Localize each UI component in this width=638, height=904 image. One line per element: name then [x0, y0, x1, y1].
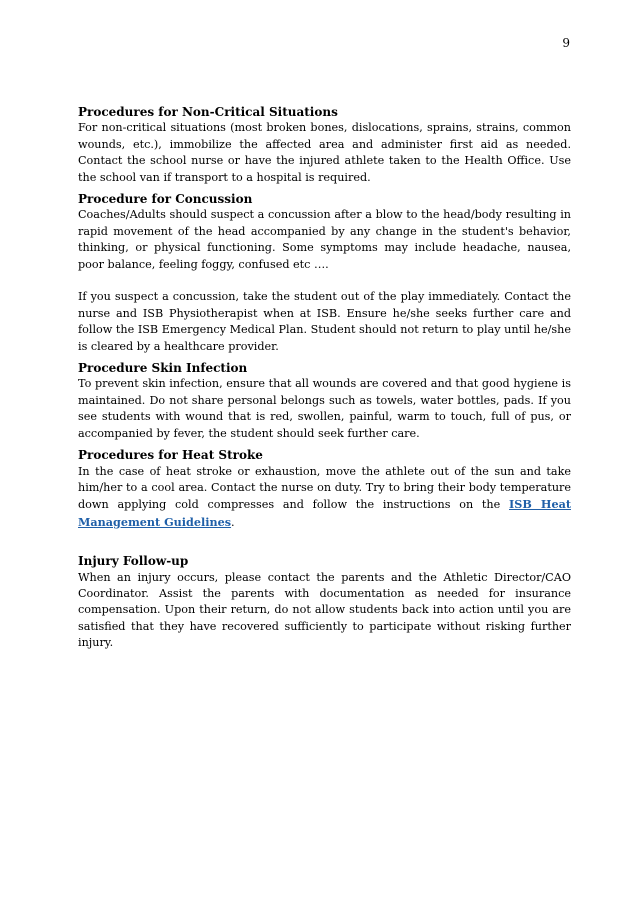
section-heat-stroke — [78, 447, 571, 531]
paragraph-text-end: . — [231, 515, 235, 529]
section-heading: Procedure Skin Infection — [78, 361, 248, 376]
paragraph-text: In the case of heat stroke or exhaustion, move the athlete out of the sun and take him/her to a cool area. Contact the nurse on duty. Try to bring their body temperature down applying cold compresses and follow the instructions on the — [78, 464, 571, 512]
section-skin-infection — [78, 360, 571, 442]
section-paragraph: To prevent skin infection, ensure that all wounds are covered and that good hygiene is maintained. Do not share personal belongs such as towels, water bottles, pads. If you see students with wound that is red, swollen, painful, warm to touch, full of pus, or accompanied by fever, the student should seek further care. — [78, 377, 571, 440]
section-heading: Procedures for Heat Stroke — [78, 448, 263, 463]
section-paragraph: Coaches/Adults should suspect a concussion after a blow to the head/body resulting in rapid movement of the head accompanied by any change in the student's behavior, thinking, or physical functioning. Some symptoms may include headache, nausea, poor balance, feeling foggy, confused etc …. — [78, 208, 571, 271]
section-paragraph: If you suspect a concussion, take the student out of the play immediately. Contact the nurse and ISB Physiotherapist when at ISB. Ensure he/she seeks further care and follow the ISB Emergency Medical Plan. Student should not return to play until he/she is cleared by a healthcare provider. — [78, 290, 571, 353]
heat-management-guidelines-link[interactable]: ISB Heat Management Guidelines — [78, 497, 571, 529]
section-paragraph: For non-critical situations (most broken bones, dislocations, sprains, strains, common wounds, etc.), immobilize the affected area and administer first aid as needed. Contact the school nurse or have the injured athlete taken to the Health Office. Use the school van if transport to a hospital is required. — [78, 121, 571, 184]
section-concussion — [78, 191, 571, 355]
section-injury-follow-up — [78, 553, 571, 651]
section-heading: Procedures for Non-Critical Situations — [78, 105, 338, 119]
section-heading: Procedure for Concussion — [78, 192, 253, 207]
page-number: 9 — [562, 36, 570, 50]
section-heading: Injury Follow-up — [78, 554, 189, 569]
section-non-critical — [78, 104, 571, 186]
section-paragraph: When an injury occurs, please contact the parents and the Athletic Director/CAO Coordinator. Assist the parents with documentation as needed for insurance compensation. Upon their return, do not allow students back into action until you are satisfied that they have recovered sufficiently to participate without risking further injury. — [78, 570, 571, 650]
document-body — [78, 104, 571, 652]
section-paragraph — [78, 464, 571, 532]
